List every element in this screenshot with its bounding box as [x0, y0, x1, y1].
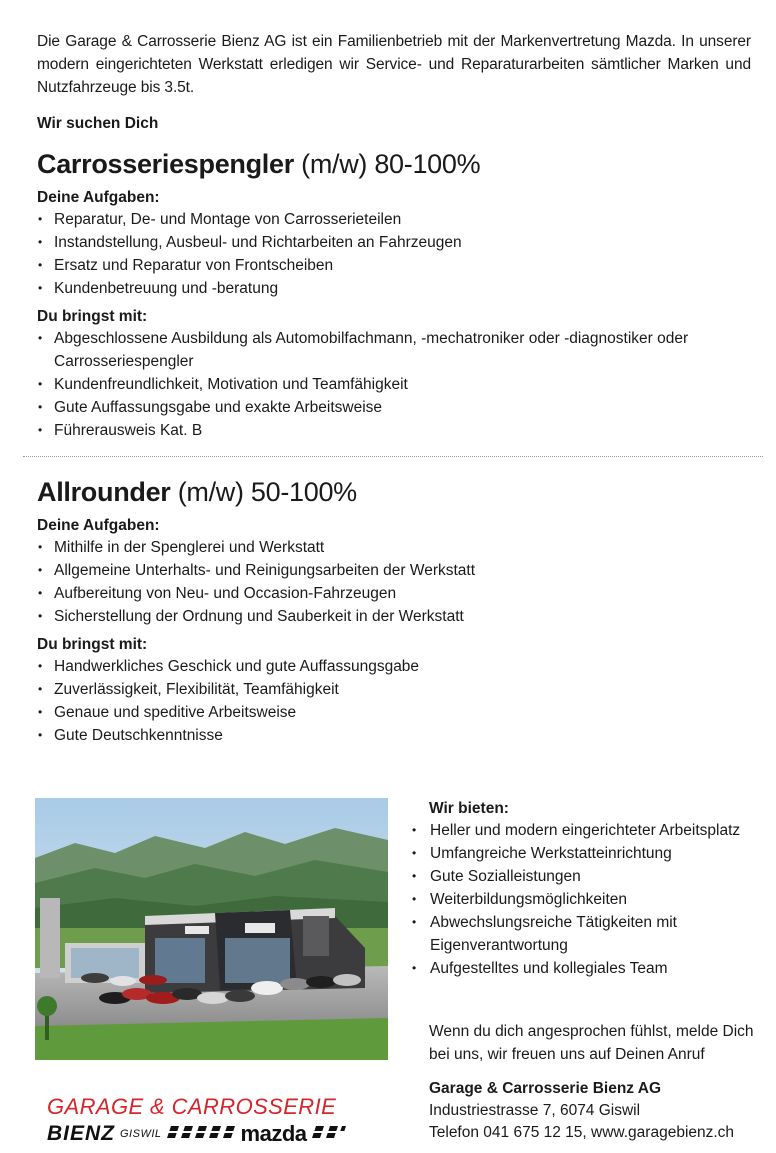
tasks-heading: Deine Aufgaben: [37, 517, 160, 534]
offer-heading: Wir bieten: [429, 800, 509, 817]
racing-stripes-icon [312, 1124, 346, 1145]
job-title-main: Carrosseriespengler [37, 149, 294, 179]
company-name: Garage & Carrosserie Bienz AG [429, 1080, 662, 1097]
list-item: • Reparatur, De- und Montage von Carrosserieteilen [37, 208, 751, 231]
contact-text: Wenn du dich angesprochen fühlst, melde Dich bei uns, wir freuen uns auf Deinen Anruf [429, 1023, 754, 1063]
job-ad [37, 30, 751, 747]
tasks-list [37, 208, 751, 300]
intro-text: Die Garage & Carrosserie Bienz AG ist ein Familienbetrieb mit der Markenvertretung Mazda. In unserer modern eingerichteten Werkstatt erledigen wir Service- und Reparaturarbeiten sämtlicher Marken und Nutzfahrzeuge bis 3.5t. [37, 33, 751, 96]
job-title [37, 147, 751, 181]
requirements-heading: Du bringst mit: [37, 308, 148, 325]
list-item: • Gute Sozialleistungen [411, 865, 761, 888]
list-item: • Allgemeine Unterhalts- und Reinigungsarbeiten der Werkstatt [37, 559, 751, 582]
racing-stripes-icon [167, 1124, 237, 1145]
logo-mazda: mazda [240, 1121, 307, 1146]
company-logo [47, 1094, 407, 1144]
logo-giswil: GISWIL [120, 1128, 162, 1140]
list-item: • Mithilfe in der Spenglerei und Werkstatt [37, 536, 751, 559]
requirements-list [37, 655, 751, 747]
list-item: • Genaue und speditive Arbeitsweise [37, 701, 751, 724]
list-item: • Kundenfreundlichkeit, Motivation und Teamfähigkeit [37, 373, 751, 396]
job-title-sub: (m/w) 80-100% [293, 149, 481, 179]
list-item: • Aufgestelltes und kollegiales Team [411, 957, 761, 980]
dealership-building-photo [35, 798, 388, 1060]
requirements-list [37, 327, 751, 442]
list-item: • Führerausweis Kat. B [37, 419, 751, 442]
dotted-divider [23, 456, 763, 457]
logo-line1: GARAGE & CARROSSERIE [47, 1094, 337, 1119]
job-title-sub: (m/w) 50-100% [170, 477, 357, 507]
tasks-heading: Deine Aufgaben: [37, 189, 160, 206]
phone-website: Telefon 041 675 12 15, www.garagebienz.ch [429, 1124, 735, 1141]
job-title [37, 475, 751, 509]
list-item: • Weiterbildungsmöglichkeiten [411, 888, 761, 911]
list-item: • Abwechslungsreiche Tätigkeiten mit Eigenverantwortung [411, 911, 761, 957]
list-item: • Gute Auffassungsgabe und exakte Arbeitsweise [37, 396, 751, 419]
list-item: • Gute Deutschkenntnisse [37, 724, 751, 747]
requirements-heading: Du bringst mit: [37, 636, 148, 653]
job-allrounder [37, 475, 751, 747]
offer-list [411, 819, 761, 980]
list-item: • Heller und modern eingerichteter Arbeitsplatz [411, 819, 761, 842]
logo-bienz: BIENZ [47, 1122, 115, 1145]
offer-section [411, 798, 761, 1144]
list-item: • Instandstellung, Ausbeul- und Richtarbeiten an Fahrzeugen [37, 231, 751, 254]
company-address [429, 1078, 761, 1144]
lower-section [35, 798, 754, 1148]
logo-line2 [47, 1121, 407, 1147]
list-item: • Handwerkliches Geschick und gute Auffassungsgabe [37, 655, 751, 678]
job-title-main: Allrounder [37, 477, 171, 507]
seeking-heading: Wir suchen Dich [37, 115, 159, 132]
list-item: • Ersatz und Reparatur von Frontscheiben [37, 254, 751, 277]
street-address: Industriestrasse 7, 6074 Giswil [429, 1102, 641, 1119]
tasks-list [37, 536, 751, 628]
list-item: • Umfangreiche Werkstatteinrichtung [411, 842, 761, 865]
list-item: • Aufbereitung von Neu- und Occasion-Fahrzeugen [37, 582, 751, 605]
list-item: • Sicherstellung der Ordnung und Sauberkeit in der Werkstatt [37, 605, 751, 628]
list-item: • Zuverlässigkeit, Flexibilität, Teamfähigkeit [37, 678, 751, 701]
list-item: • Abgeschlossene Ausbildung als Automobilfachmann, -mechatroniker oder -diagnostiker oder Carrosseriespengler [37, 327, 751, 373]
list-item: • Kundenbetreuung und -beratung [37, 277, 751, 300]
job-carrosseriespengler [37, 147, 751, 442]
